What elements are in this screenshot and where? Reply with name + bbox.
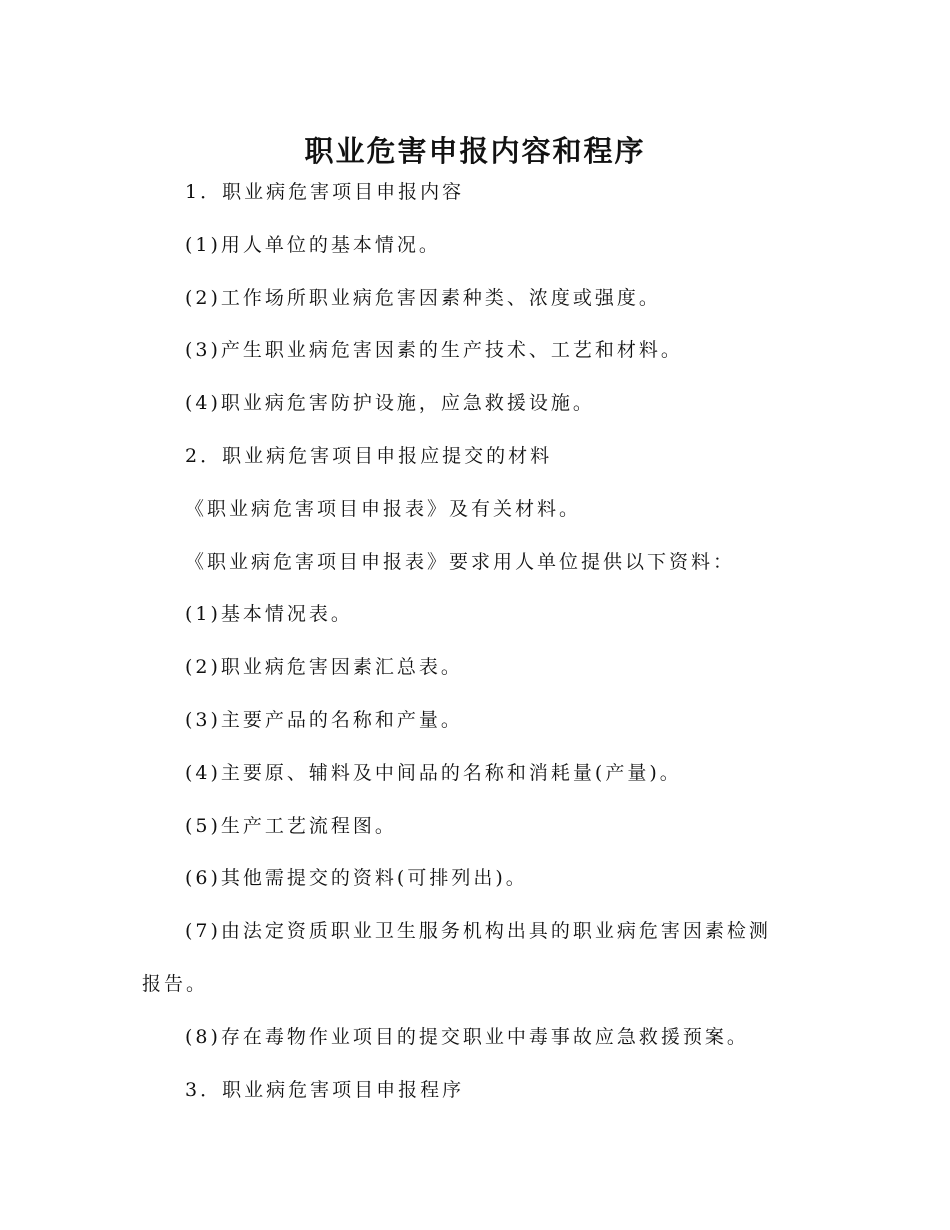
paragraph-16: (8)存在毒物作业项目的提交职业中毒事故应急救援预案。 [185,1025,749,1048]
document-title: 职业危害申报内容和程序 [304,134,646,169]
paragraph-5: (4)职业病危害防护设施，应急救援设施。 [185,392,595,415]
paragraph-12: (4)主要原、辅料及中间品的名称和消耗量(产量)。 [185,761,682,784]
paragraph-17: 3．职业病危害项目申报程序 [185,1078,465,1101]
paragraph-6: 2．职业病危害项目申报应提交的材料 [185,444,553,467]
paragraph-2: (1)用人单位的基本情况。 [185,233,441,256]
paragraph-14: (6)其他需提交的资料(可排列出)。 [185,867,528,890]
paragraph-11: (3)主要产品的名称和产量。 [185,708,463,731]
paragraph-4: (3)产生职业病危害因素的生产技术、工艺和材料。 [185,339,683,362]
paragraph-1: 1．职业病危害项目申报内容 [185,181,465,203]
paragraph-7: 《职业病危害项目申报表》及有关材料。 [185,497,582,520]
paragraph-9: (1)基本情况表。 [185,603,353,626]
paragraph-15: (7)由法定资质职业卫生服务机构出具的职业病危害因素检测报告。 [142,920,771,995]
paragraph-10: (2)职业病危害因素汇总表。 [185,656,463,679]
document-body [142,166,792,1116]
paragraph-3: (2)工作场所职业病危害因素种类、浓度或强度。 [185,286,661,309]
paragraph-8: 《职业病危害项目申报表》要求用人单位提供以下资料： [185,550,736,573]
paragraph-13: (5)生产工艺流程图。 [185,814,397,837]
